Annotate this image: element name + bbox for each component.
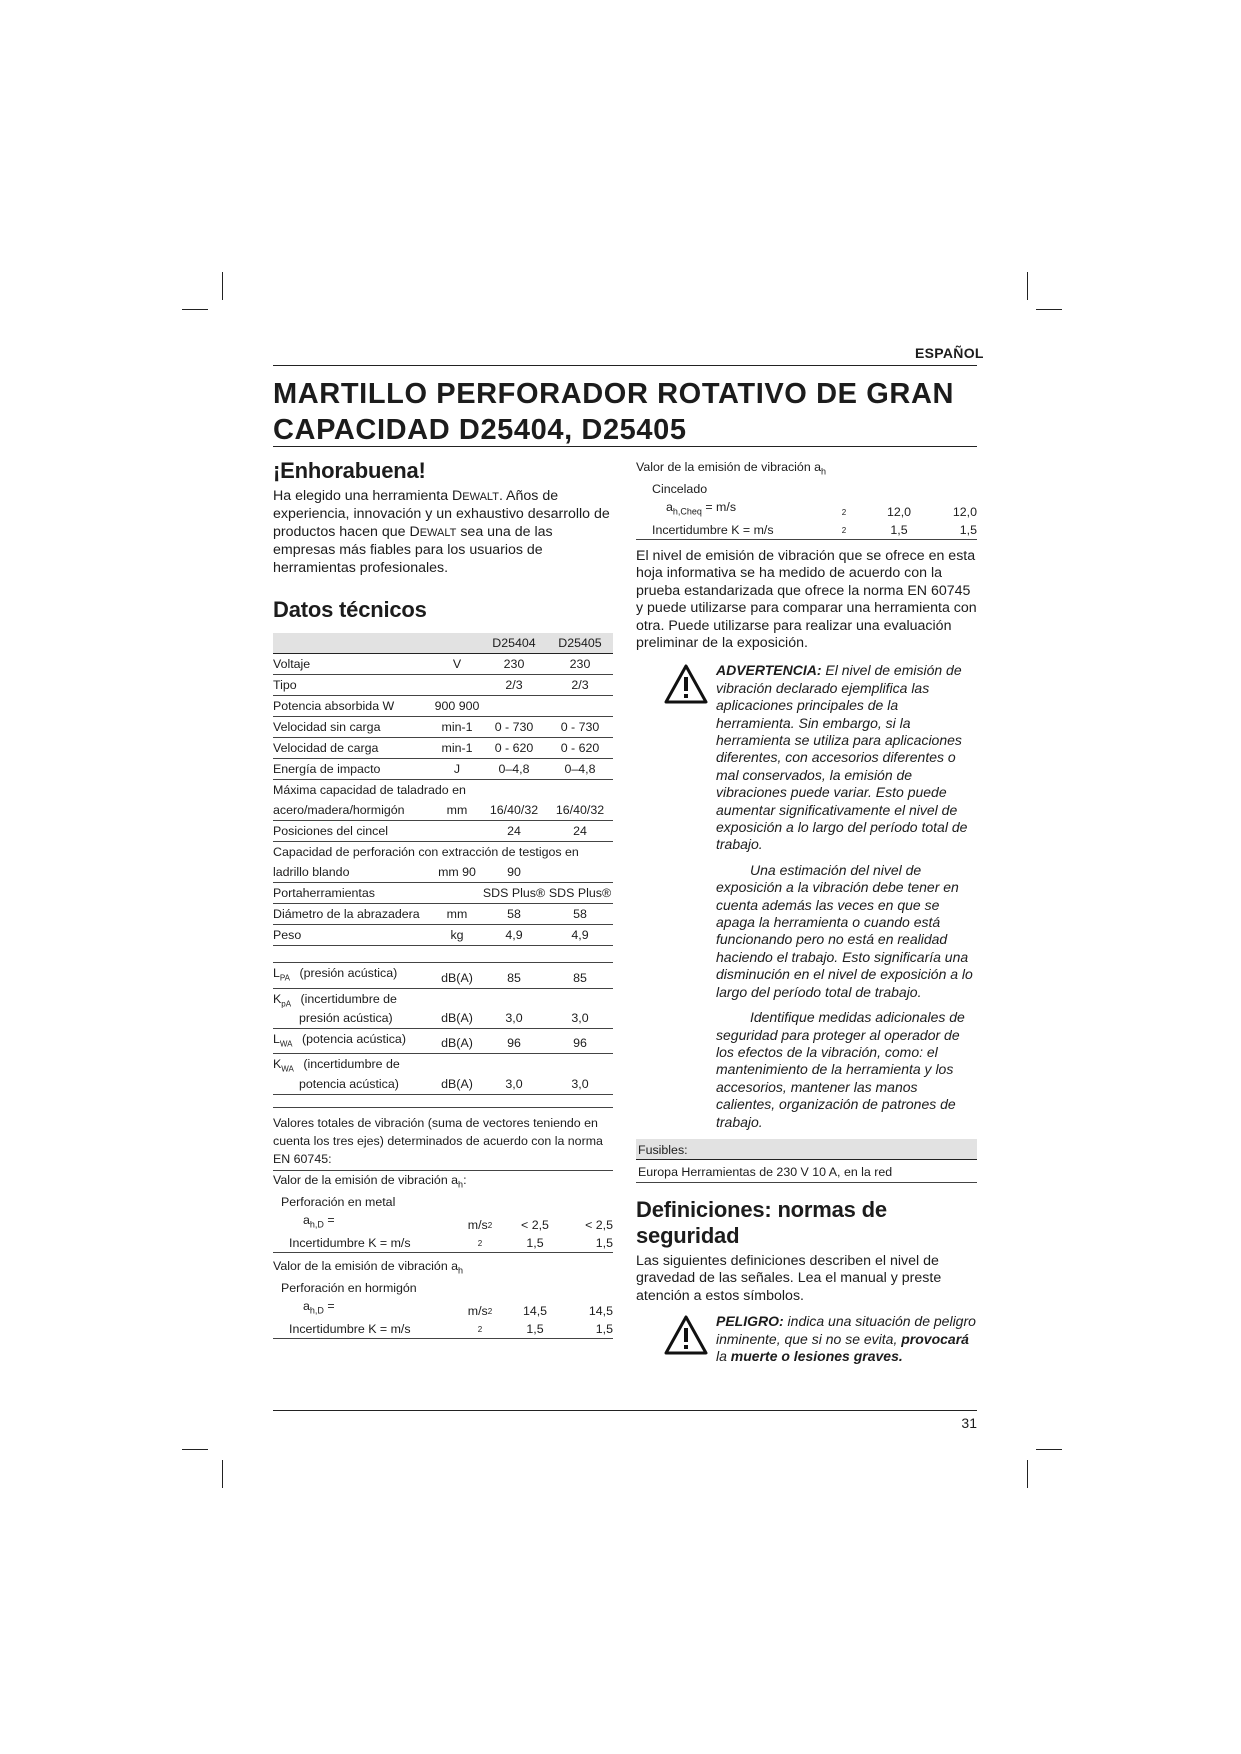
noise-value-d25405: 96 <box>547 1028 613 1053</box>
vib-title-sub: h <box>821 466 827 477</box>
spec-row <box>273 862 613 883</box>
spec-unit <box>433 821 481 842</box>
spec-unit: mm <box>433 800 481 821</box>
spec-value-d25405: 4,9 <box>547 925 613 946</box>
language-label: ESPAÑOL <box>915 345 984 361</box>
spec-value-d25404: 58 <box>481 904 547 925</box>
vib-unc-b: 1,5 <box>929 521 977 540</box>
vib-value-row <box>636 498 977 520</box>
spec-row <box>273 675 613 696</box>
crop-mark <box>222 1460 223 1488</box>
congrats-text <box>273 488 613 577</box>
vib-eq: = m/s <box>701 500 737 515</box>
spec-label: Energía de impacto <box>273 759 433 780</box>
spec-value-d25404 <box>481 696 547 717</box>
specs-heading: Datos técnicos <box>273 597 427 623</box>
danger-block <box>636 1313 977 1365</box>
crop-mark <box>1036 1449 1062 1450</box>
noise-desc-2: presión acústica) <box>299 1010 393 1025</box>
spec-value-d25404: 24 <box>481 821 547 842</box>
noise-unit: dB(A) <box>433 963 481 988</box>
spec-row <box>273 842 613 863</box>
danger-text-3: . <box>898 1347 903 1364</box>
spec-row <box>273 696 613 717</box>
noise-row <box>273 988 613 1028</box>
vib-value-row <box>273 1211 613 1233</box>
spec-row <box>273 904 613 925</box>
definitions-text: Las siguientes definiciones describen el nivel de gravedad de las señales. Lea el manual y preste atención a estos símbolos. <box>636 1252 942 1304</box>
danger-text-1: indica una situación de peligro inminente, que si no se evita, <box>716 1313 976 1347</box>
noise-desc: (incertidumbre de <box>300 991 397 1006</box>
noise-symbol: L <box>273 966 280 981</box>
vib-mode: Perforación en metal <box>281 1195 396 1210</box>
vib-eq: = <box>323 1299 335 1314</box>
vib-unc-b: 1,5 <box>565 1234 613 1253</box>
spec-value-d25404: 2/3 <box>481 675 547 696</box>
noise-row <box>273 1054 613 1094</box>
right-column <box>636 458 977 1365</box>
vib-unc-a: 1,5 <box>505 1234 565 1253</box>
spec-value-d25404: 16/40/32 <box>481 800 547 821</box>
spec-unit: 900 900 <box>433 696 481 717</box>
vib-exp: 2 <box>487 1306 493 1316</box>
spec-label: Tipo <box>273 675 433 696</box>
vib-mode-row <box>273 1193 613 1211</box>
crop-mark <box>1027 1460 1028 1488</box>
spec-unit <box>433 675 481 696</box>
spec-value-d25404: 90 <box>481 862 547 883</box>
title-rule <box>273 446 977 447</box>
spec-unit: kg <box>433 925 481 946</box>
spec-label: Peso <box>273 925 433 946</box>
vib-value-b: 12,0 <box>952 504 977 519</box>
spec-row <box>273 780 613 801</box>
spec-value-d25405: SDS Plus® <box>547 883 613 904</box>
warning-text-1: El nivel de emisión de vibración declarado ejemplifica las aplicaciones principales de la herramienta. Sin embargo, si la herramienta se utiliza para aplicaciones diferentes, con accesorios diferentes o mal conservados, la emisión de vibraciones puede variar. Esto puede aumentar significativamente el nivel de exposición a lo largo del período total de trabajo. <box>716 662 968 853</box>
noise-value-d25405: 3,0 <box>547 1054 613 1094</box>
warning-text-2: Una estimación del nivel de exposición a la vibración debe tener en cuenta además las veces en que se apaga la herramienta o cuando está funcionando pero no está en realidad haciendo el trabajo. Esto significaría una disminución en el nivel de exposición a lo largo del período total de trabajo. <box>716 861 973 1000</box>
vib-unit: m/s <box>467 1217 488 1232</box>
vib-title-suffix: : <box>463 1172 467 1187</box>
spec-unit: J <box>433 759 481 780</box>
spec-value-d25405: 230 <box>547 654 613 675</box>
vib-title: Valor de la emisión de vibración a <box>636 460 822 474</box>
spec-value-d25405: 24 <box>547 821 613 842</box>
noise-unit: dB(A) <box>433 1028 481 1053</box>
vib-unc-label: Incertidumbre K = m/s <box>273 1320 455 1339</box>
noise-label <box>273 988 433 1028</box>
vib-value-a: 12,0 <box>886 504 912 519</box>
header-rule <box>273 365 977 366</box>
noise-unit: dB(A) <box>433 988 481 1028</box>
noise-value-d25404: 3,0 <box>481 1054 547 1094</box>
spec-unit: mm 90 <box>433 862 481 883</box>
congrats-text-part: . Años de experiencia, innovación y un exhaustivo desarrollo de productos hacen que D <box>273 488 610 540</box>
vib-mode-row <box>636 480 977 498</box>
spec-unit: min-1 <box>433 738 481 759</box>
noise-desc: (incertidumbre de <box>303 1057 400 1072</box>
fuses-row: Europa Herramientas de 230 V 10 A, en la red <box>636 1160 977 1183</box>
spec-value-d25404: 0 - 620 <box>481 738 547 759</box>
vib-unc-label: Incertidumbre K = m/s <box>636 521 819 540</box>
vib-unc-row <box>636 521 977 540</box>
spec-value-d25405 <box>547 862 613 883</box>
vib-value-b: 14,5 <box>588 1303 613 1318</box>
noise-label <box>273 1028 433 1053</box>
vib-value-row <box>273 1297 613 1319</box>
vib-title-sub: h <box>458 1179 464 1190</box>
spec-label: Capacidad de perforación con extracción de testigos en <box>273 845 579 860</box>
noise-desc: (potencia acústica) <box>301 1031 406 1046</box>
congrats-text-part: sea una de las empresas más fiables para los usuarios de herramientas profesionales. <box>273 523 553 576</box>
vib-exp: 2 <box>841 525 847 535</box>
vib-title-sub: h <box>458 1265 464 1276</box>
warning-lead: ADVERTENCIA: <box>716 662 822 679</box>
noise-symbol: L <box>273 1031 280 1046</box>
vibration-chisel-table <box>636 458 977 540</box>
spec-row <box>273 821 613 842</box>
col-header-d25405: D25405 <box>547 633 613 654</box>
vib-title-row <box>636 458 977 480</box>
congrats-heading: ¡Enhorabuena! <box>273 458 426 483</box>
spec-unit: min-1 <box>433 717 481 738</box>
danger-bold-2: muerte o lesiones graves <box>730 1347 899 1364</box>
spec-row <box>273 800 613 821</box>
spec-value-d25405: 0 - 620 <box>547 738 613 759</box>
vib-unc-label: Incertidumbre K = m/s <box>273 1234 455 1253</box>
spec-row <box>273 654 613 675</box>
vib-unc-row <box>273 1234 613 1253</box>
vib-symbol-sub: h,Cheq <box>672 506 702 517</box>
vib-mode: Cincelado <box>652 482 708 497</box>
vib-value-b: < 2,5 <box>585 1217 613 1232</box>
noise-desc-2: potencia acústica) <box>299 1076 399 1091</box>
spec-label: acero/madera/hormigón <box>273 800 433 821</box>
footer-rule <box>273 1410 977 1411</box>
vib-exp: 2 <box>487 1220 493 1230</box>
spec-row <box>273 925 613 946</box>
vib-title: Valor de la emisión de vibración a <box>273 1258 459 1273</box>
noise-desc: (presión acústica) <box>299 966 398 981</box>
vib-eq: = <box>323 1213 335 1228</box>
crop-mark <box>182 309 208 310</box>
danger-text <box>716 1313 977 1365</box>
vib-exp: 2 <box>841 507 847 517</box>
left-column <box>273 458 613 1339</box>
spec-label: ladrillo blando <box>273 862 433 883</box>
warning-block <box>636 662 977 1131</box>
spec-value-d25404: SDS Plus® <box>481 883 547 904</box>
definitions-heading: Definiciones: normas de seguridad <box>636 1196 887 1248</box>
spec-value-d25404: 0 - 730 <box>481 717 547 738</box>
noise-symbol: K <box>273 1057 282 1072</box>
noise-value-d25405: 3,0 <box>547 988 613 1028</box>
spec-label: Potencia absorbida W <box>273 696 433 717</box>
spec-row <box>273 759 613 780</box>
spec-value-d25405: 16/40/32 <box>547 800 613 821</box>
spec-label: Voltaje <box>273 654 433 675</box>
crop-mark <box>182 1449 208 1450</box>
spec-label: Posiciones del cincel <box>273 821 433 842</box>
warning-text <box>716 662 977 1131</box>
spec-value-d25405 <box>547 696 613 717</box>
vib-symbol: a <box>666 500 673 515</box>
vib-exp: 2 <box>477 1238 483 1248</box>
noise-label <box>273 1054 433 1094</box>
noise-unit: dB(A) <box>433 1054 481 1094</box>
vib-unit: m/s <box>467 1303 488 1318</box>
spec-row <box>273 738 613 759</box>
vib-symbol-sub: h,D <box>309 1305 324 1316</box>
spec-value-d25404: 230 <box>481 654 547 675</box>
noise-symbol-sub: WA <box>281 1064 294 1074</box>
spec-value-d25405: 2/3 <box>547 675 613 696</box>
vibration-paragraph: El nivel de emisión de vibración que se ofrece en esta hoja informativa se ha medido de acuerdo con la prueba estandarizada que ofrece la norma EN 60745 y puede utilizarse para comparar una herramienta con otra. Puede utilizarse para realizar una evaluación preliminar de la exposición. <box>636 547 977 651</box>
vib-title-row <box>273 1171 613 1193</box>
specs-header-blank <box>433 633 481 654</box>
danger-lead: PELIGRO: <box>716 1313 784 1330</box>
warning-text-3: Identifique medidas adicionales de seguridad para proteger al operador de los efectos de la vibración, como: el mantenimiento de la herramienta y los accesorios, mantener las manos calientes, organización de patrones de trabajo. <box>716 1009 965 1130</box>
noise-row <box>273 1028 613 1053</box>
danger-bold-1: provocará <box>901 1330 969 1347</box>
noise-symbol: K <box>273 991 282 1006</box>
noise-value-d25404: 3,0 <box>481 988 547 1028</box>
noise-row <box>273 963 613 988</box>
crop-mark <box>222 272 223 300</box>
vibration-intro: Valores totales de vibración (suma de vectores teniendo en cuenta los tres ejes) determinados de acuerdo con la norma EN 60745: <box>273 1107 613 1171</box>
danger-text-2: la <box>716 1347 731 1364</box>
noise-symbol-sub: PA <box>279 973 290 983</box>
spec-unit <box>433 883 481 904</box>
spec-value-d25405: 0 - 730 <box>547 717 613 738</box>
noise-value-d25405: 85 <box>547 963 613 988</box>
spec-value-d25404: 0–4,8 <box>481 759 547 780</box>
specs-table <box>273 633 613 1095</box>
vib-symbol-sub: h,D <box>309 1219 324 1230</box>
spec-gap-row <box>273 946 613 963</box>
vib-mode-row <box>273 1279 613 1297</box>
vib-value-a: 14,5 <box>522 1303 548 1318</box>
noise-symbol-sub: WA <box>279 1039 293 1049</box>
specs-header-blank <box>273 633 433 654</box>
warning-triangle-icon <box>664 664 708 704</box>
spec-value-d25405: 58 <box>547 904 613 925</box>
vib-title: Valor de la emisión de vibración a <box>273 1172 459 1187</box>
specs-header-row <box>273 633 613 654</box>
spec-label: Velocidad sin carga <box>273 717 433 738</box>
fuses-heading: Fusibles: <box>636 1139 977 1160</box>
vib-value-a: < 2,5 <box>521 1217 549 1232</box>
spec-label: Portaherramientas <box>273 883 433 904</box>
spec-unit: V <box>433 654 481 675</box>
noise-value-d25404: 85 <box>481 963 547 988</box>
crop-mark <box>1027 272 1028 300</box>
spec-row <box>273 717 613 738</box>
spec-label: Máxima capacidad de taladrado en <box>273 783 466 798</box>
vib-unc-a: 1,5 <box>505 1320 565 1339</box>
spec-row <box>273 883 613 904</box>
page-title: MARTILLO PERFORADOR ROTATIVO DE GRAN CAPACIDAD D25404, D25405 <box>273 378 955 446</box>
page-number: 31 <box>961 1415 977 1431</box>
vib-exp: 2 <box>477 1324 483 1334</box>
spec-label: Diámetro de la abrazadera <box>273 904 433 925</box>
spec-unit: mm <box>433 904 481 925</box>
vib-symbol: a <box>303 1299 310 1314</box>
fuses-table <box>636 1139 977 1183</box>
vib-unc-a: 1,5 <box>869 521 929 540</box>
vib-symbol: a <box>303 1213 310 1228</box>
congrats-text-part: Ha elegido una herramienta D <box>273 488 463 504</box>
brand-name: EWALT <box>462 491 499 503</box>
vib-unc-row <box>273 1320 613 1339</box>
vib-unc-b: 1,5 <box>565 1320 613 1339</box>
vib-title-row <box>273 1252 613 1279</box>
noise-symbol-sub: pA <box>281 998 292 1008</box>
crop-mark <box>1036 309 1062 310</box>
danger-triangle-icon <box>664 1315 708 1355</box>
spec-value-d25405: 0–4,8 <box>547 759 613 780</box>
spec-label: Velocidad de carga <box>273 738 433 759</box>
brand-name: EWALT <box>419 526 457 539</box>
vib-mode: Perforación en hormigón <box>281 1281 417 1296</box>
col-header-d25404: D25404 <box>481 633 547 654</box>
vibration-table <box>273 1171 613 1339</box>
noise-value-d25404: 96 <box>481 1028 547 1053</box>
spec-value-d25404: 4,9 <box>481 925 547 946</box>
noise-label <box>273 963 433 988</box>
